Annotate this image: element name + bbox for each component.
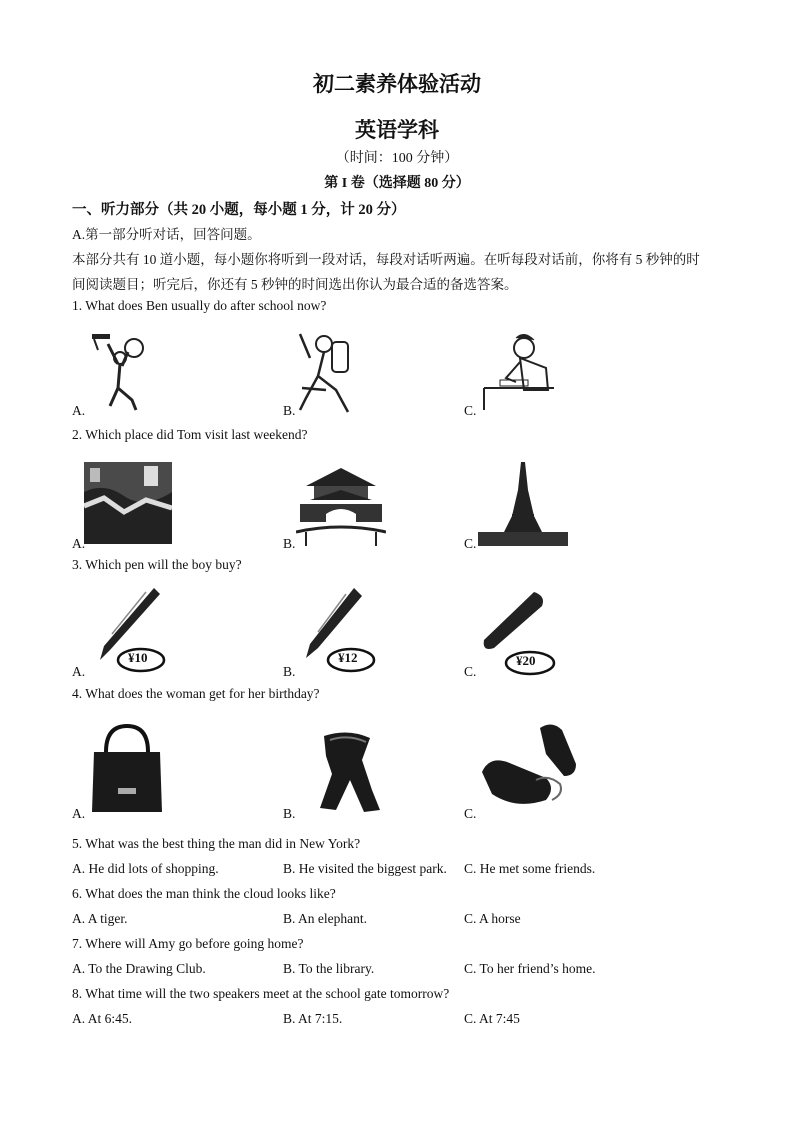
q2-option-b[interactable]: B.	[283, 536, 296, 551]
q5-option-a[interactable]: A. He did lots of shopping.	[72, 861, 219, 876]
climbing-icon	[296, 328, 358, 414]
q5-option-b[interactable]: B. He visited the biggest park.	[283, 861, 447, 876]
volume-heading: 第 I 卷（选择题 80 分）	[324, 176, 470, 191]
question-7: 7. Where will Amy go before going home?	[72, 936, 304, 951]
price-a: ¥10	[128, 650, 148, 665]
question-4: 4. What does the woman get for her birthday?	[72, 686, 320, 701]
basketball-player-icon	[88, 328, 158, 412]
great-wall-icon	[84, 462, 172, 544]
q2-option-a[interactable]: A.	[72, 536, 86, 551]
q8-option-b[interactable]: B. At 7:15.	[283, 1011, 343, 1026]
q6-option-c[interactable]: C. A horse	[464, 911, 521, 926]
question-1: 1. What does Ben usually do after school now?	[72, 298, 327, 313]
q7-option-a[interactable]: A. To the Drawing Club.	[72, 961, 206, 976]
question-8: 8. What time will the two speakers meet at the school gate tomorrow?	[72, 986, 450, 1001]
q8-option-a[interactable]: A. At 6:45.	[72, 1011, 133, 1026]
writing-at-desk-icon	[476, 328, 560, 412]
q7-option-b[interactable]: B. To the library.	[283, 961, 375, 976]
q4-option-c[interactable]: C.	[464, 806, 477, 821]
q2-option-c[interactable]: C.	[464, 536, 477, 551]
handbag-icon	[88, 722, 166, 814]
exam-time: （时间：100 分钟）	[335, 151, 459, 166]
q5-option-c[interactable]: C. He met some friends.	[464, 861, 596, 876]
section-heading: 一、听力部分（共 20 小题，每小题 1 分，计 20 分）	[72, 202, 406, 218]
q1-option-a[interactable]: A.	[72, 403, 86, 418]
gloves-icon	[476, 714, 584, 818]
question-2: 2. Which place did Tom visit last weekend?	[72, 427, 308, 442]
q1-option-c[interactable]: C.	[464, 403, 477, 418]
price-c: ¥20	[516, 653, 536, 668]
q8-option-c[interactable]: C. At 7:45	[464, 1011, 520, 1026]
q1-option-b[interactable]: B.	[283, 403, 296, 418]
q7-option-c[interactable]: C. To her friend’s home.	[464, 961, 596, 976]
q4-option-b[interactable]: B.	[283, 806, 296, 821]
q6-option-a[interactable]: A. A tiger.	[72, 911, 128, 926]
document-title: 初二素养体验活动	[313, 72, 481, 96]
q3-option-a[interactable]: A.	[72, 664, 86, 679]
price-b: ¥12	[338, 650, 358, 665]
question-3: 3. Which pen will the boy buy?	[72, 557, 242, 572]
subject-title: 英语学科	[355, 118, 439, 142]
scarf-icon	[310, 730, 386, 814]
q6-option-b[interactable]: B. An elephant.	[283, 911, 367, 926]
instructions-line-1: 本部分共有 10 道小题，每小题你将听到一段对话，每段对话听两遍。在听每段对话前，你将有 5 秒钟的时	[72, 252, 700, 267]
question-6: 6. What does the man think the cloud looks like?	[72, 886, 336, 901]
q3-option-c[interactable]: C.	[464, 664, 477, 679]
tiananmen-icon	[296, 460, 386, 546]
question-5: 5. What was the best thing the man did in New York?	[72, 836, 361, 851]
instructions-line-2: 间阅读题目；听完后，你还有 5 秒钟的时间选出你认为最合适的备选答案。	[72, 277, 518, 292]
eiffel-tower-icon	[478, 460, 568, 548]
q3-option-b[interactable]: B.	[283, 664, 296, 679]
part-a-label: A.第一部分听对话，回答问题。	[72, 227, 261, 242]
pen-icon	[478, 588, 550, 658]
q4-option-a[interactable]: A.	[72, 806, 86, 821]
